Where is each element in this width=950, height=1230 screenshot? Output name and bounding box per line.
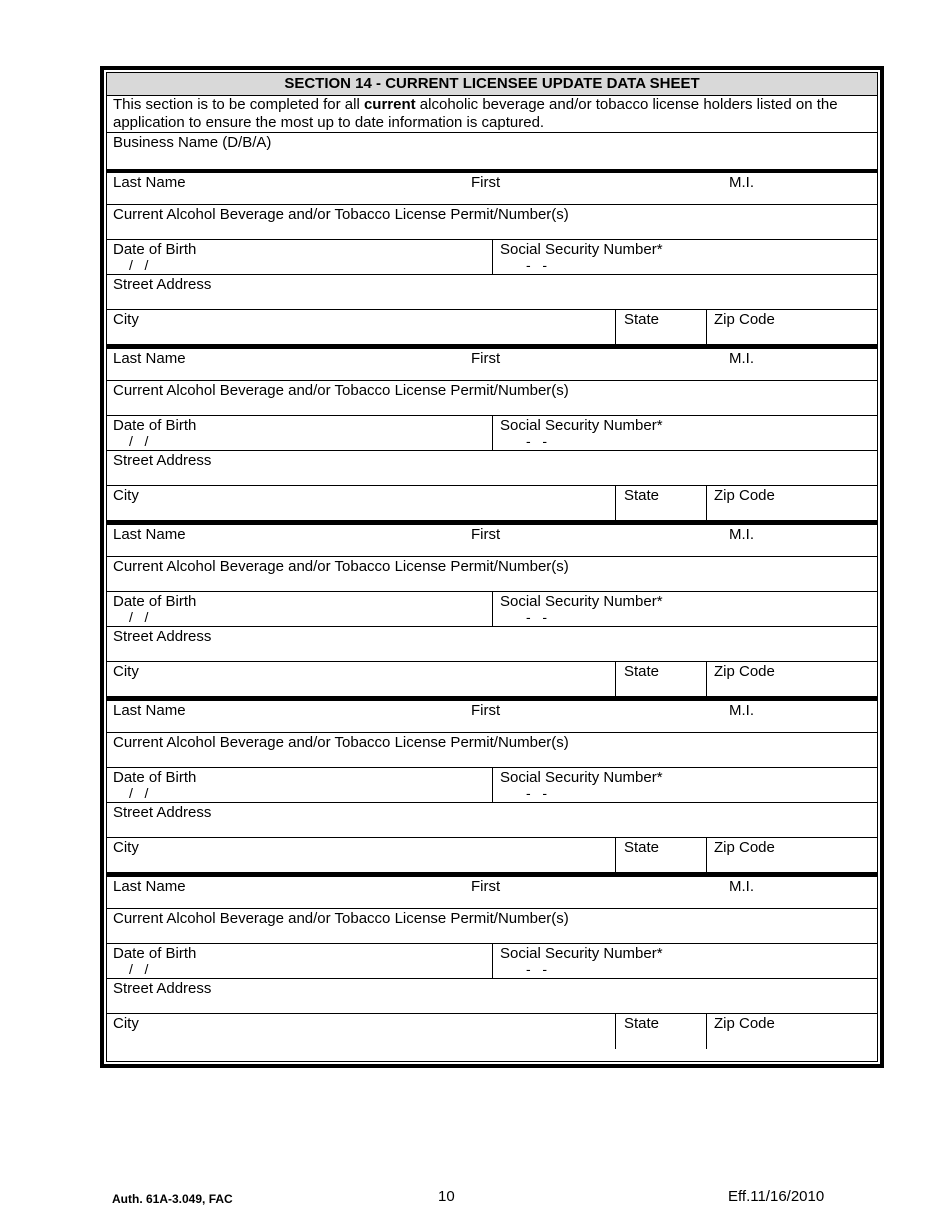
name-row <box>107 877 877 909</box>
date-of-birth-placeholder: / / <box>129 257 149 273</box>
state-label[interactable]: State <box>624 663 660 680</box>
first-name-label[interactable]: First <box>471 702 501 719</box>
zip-code-label[interactable]: Zip Code <box>714 487 775 504</box>
ssn-label[interactable]: Social Security Number* <box>500 945 663 962</box>
date-of-birth-placeholder: / / <box>129 609 149 625</box>
authority-citation: Auth. 61A-3.049, FAC <box>112 1192 233 1206</box>
licensee-block <box>107 873 877 1049</box>
licensee-block <box>107 521 877 697</box>
dob-ssn-row <box>107 240 877 275</box>
street-row[interactable] <box>107 979 877 1014</box>
dob-ssn-row <box>107 592 877 627</box>
ssn-placeholder: - - <box>526 961 547 977</box>
name-row <box>107 173 877 205</box>
date-of-birth-label[interactable]: Date of Birth <box>113 417 197 434</box>
city-label[interactable]: City <box>113 1015 139 1032</box>
license-number-label: Current Alcohol Beverage and/or Tobacco License Permit/Number(s) <box>113 206 569 223</box>
city-label[interactable]: City <box>113 839 139 856</box>
street-row[interactable] <box>107 451 877 486</box>
street-row[interactable] <box>107 627 877 662</box>
street-address-label: Street Address <box>113 276 212 293</box>
street-address-label: Street Address <box>113 804 212 821</box>
city-row <box>107 838 877 873</box>
date-of-birth-label[interactable]: Date of Birth <box>113 241 197 258</box>
licensee-block <box>107 345 877 521</box>
column-divider <box>492 944 493 978</box>
licensee-groups <box>107 169 877 1049</box>
section-intro <box>107 96 877 133</box>
ssn-label[interactable]: Social Security Number* <box>500 769 663 786</box>
street-address-label: Street Address <box>113 980 212 997</box>
street-address-label: Street Address <box>113 452 212 469</box>
ssn-label[interactable]: Social Security Number* <box>500 241 663 258</box>
ssn-label[interactable]: Social Security Number* <box>500 593 663 610</box>
ssn-placeholder: - - <box>526 785 547 801</box>
street-row[interactable] <box>107 803 877 838</box>
street-row[interactable] <box>107 275 877 310</box>
intro-text-end: alcoholic beverage and/or tobacco license holders listed on the application to ensure the most up to date information is captured. <box>113 96 838 131</box>
licensee-form <box>100 66 884 1068</box>
license-number-label: Current Alcohol Beverage and/or Tobacco License Permit/Number(s) <box>113 382 569 399</box>
license-number-label: Current Alcohol Beverage and/or Tobacco License Permit/Number(s) <box>113 734 569 751</box>
middle-initial-label[interactable]: M.I. <box>729 526 754 543</box>
last-name-label[interactable]: Last Name <box>113 526 186 543</box>
license-row[interactable] <box>107 381 877 416</box>
license-row[interactable] <box>107 909 877 944</box>
column-divider <box>706 662 707 696</box>
dob-ssn-row <box>107 944 877 979</box>
effective-date: Eff.11/16/2010 <box>728 1188 825 1205</box>
column-divider <box>615 838 616 872</box>
date-of-birth-label[interactable]: Date of Birth <box>113 945 197 962</box>
first-name-label[interactable]: First <box>471 174 501 191</box>
column-divider <box>706 310 707 344</box>
last-name-label[interactable]: Last Name <box>113 350 186 367</box>
state-label[interactable]: State <box>624 311 660 328</box>
column-divider <box>615 662 616 696</box>
licensee-block <box>107 697 877 873</box>
license-row[interactable] <box>107 733 877 768</box>
name-row <box>107 525 877 557</box>
column-divider <box>615 310 616 344</box>
license-row[interactable] <box>107 557 877 592</box>
last-name-label[interactable]: Last Name <box>113 878 186 895</box>
intro-text-bold: current <box>363 96 416 113</box>
intro-text-start: This section is to be completed for all <box>113 96 364 113</box>
zip-code-label[interactable]: Zip Code <box>714 1015 775 1032</box>
license-number-label: Current Alcohol Beverage and/or Tobacco License Permit/Number(s) <box>113 910 569 927</box>
city-row <box>107 662 877 697</box>
section-title: SECTION 14 - CURRENT LICENSEE UPDATE DATA SHEET <box>107 73 877 96</box>
middle-initial-label[interactable]: M.I. <box>729 350 754 367</box>
column-divider <box>706 838 707 872</box>
column-divider <box>492 416 493 450</box>
page-number: 10 <box>438 1188 455 1205</box>
column-divider <box>706 486 707 520</box>
city-row <box>107 486 877 521</box>
ssn-label[interactable]: Social Security Number* <box>500 417 663 434</box>
date-of-birth-placeholder: / / <box>129 961 149 977</box>
middle-initial-label[interactable]: M.I. <box>729 174 754 191</box>
column-divider <box>615 486 616 520</box>
state-label[interactable]: State <box>624 487 660 504</box>
zip-code-label[interactable]: Zip Code <box>714 311 775 328</box>
ssn-placeholder: - - <box>526 257 547 273</box>
city-label[interactable]: City <box>113 487 139 504</box>
date-of-birth-placeholder: / / <box>129 433 149 449</box>
form-inner <box>106 72 878 1062</box>
last-name-label[interactable]: Last Name <box>113 702 186 719</box>
state-label[interactable]: State <box>624 839 660 856</box>
licensee-block <box>107 169 877 345</box>
dob-ssn-row <box>107 416 877 451</box>
city-row <box>107 1014 877 1049</box>
city-label[interactable]: City <box>113 663 139 680</box>
ssn-placeholder: - - <box>526 433 547 449</box>
column-divider <box>492 592 493 626</box>
state-label[interactable]: State <box>624 1015 660 1032</box>
column-divider <box>706 1014 707 1049</box>
city-label[interactable]: City <box>113 311 139 328</box>
first-name-label[interactable]: First <box>471 526 501 543</box>
date-of-birth-label[interactable]: Date of Birth <box>113 769 197 786</box>
date-of-birth-placeholder: / / <box>129 785 149 801</box>
city-row <box>107 310 877 345</box>
first-name-label[interactable]: First <box>471 350 501 367</box>
license-number-label: Current Alcohol Beverage and/or Tobacco License Permit/Number(s) <box>113 558 569 575</box>
dob-ssn-row <box>107 768 877 803</box>
first-name-label[interactable]: First <box>471 878 501 895</box>
middle-initial-label[interactable]: M.I. <box>729 878 754 895</box>
ssn-placeholder: - - <box>526 609 547 625</box>
last-name-label[interactable]: Last Name <box>113 174 186 191</box>
date-of-birth-label[interactable]: Date of Birth <box>113 593 197 610</box>
business-name-label: Business Name (D/B/A) <box>113 134 272 151</box>
column-divider <box>492 240 493 274</box>
name-row <box>107 701 877 733</box>
column-divider <box>492 768 493 802</box>
zip-code-label[interactable]: Zip Code <box>714 839 775 856</box>
business-name-field[interactable] <box>107 133 877 169</box>
zip-code-label[interactable]: Zip Code <box>714 663 775 680</box>
street-address-label: Street Address <box>113 628 212 645</box>
column-divider <box>615 1014 616 1049</box>
middle-initial-label[interactable]: M.I. <box>729 702 754 719</box>
license-row[interactable] <box>107 205 877 240</box>
name-row <box>107 349 877 381</box>
